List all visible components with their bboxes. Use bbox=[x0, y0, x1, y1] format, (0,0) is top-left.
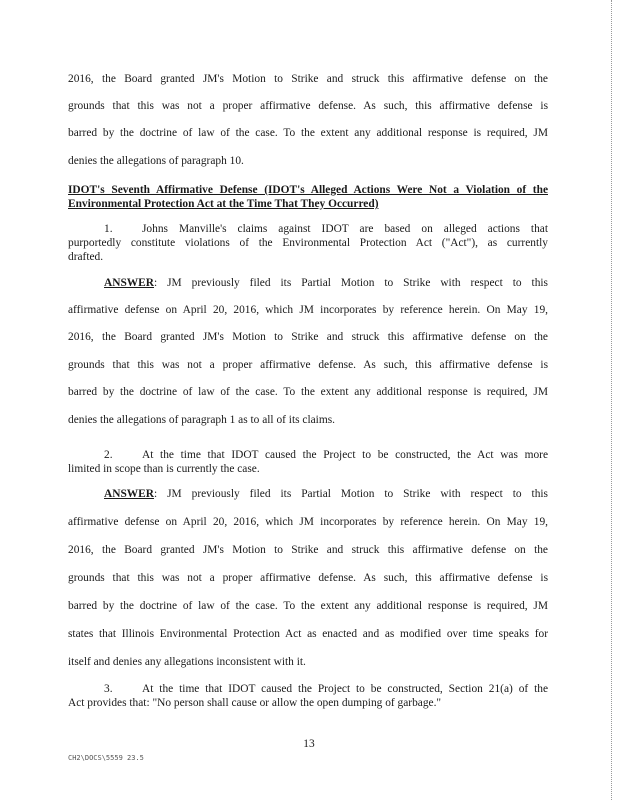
document-id: CH2\DOCS\5559 23.5 bbox=[68, 754, 144, 762]
paragraph-number: 3. bbox=[104, 683, 113, 695]
paragraph-text: At the time that IDOT caused the Project to be constructed, Section 21(a) of the bbox=[142, 683, 548, 695]
paragraph-line: limited in scope than is currently the case. bbox=[68, 463, 260, 475]
paragraph-text: At the time that IDOT caused the Project to be constructed, the Act was more bbox=[142, 449, 548, 461]
margin-scan-line bbox=[611, 0, 612, 800]
answer-line: barred by the doctrine of law of the case. To the extent any additional response is required, JM bbox=[68, 386, 548, 398]
answer-label: ANSWER bbox=[104, 277, 155, 289]
page-number: 13 bbox=[303, 738, 315, 750]
answer-line: denies the allegations of paragraph 1 as to all of its claims. bbox=[68, 414, 335, 426]
body-line: grounds that this was not a proper affirmative defense. As such, this affirmative defense is bbox=[68, 100, 548, 112]
section-heading: Environmental Protection Act at the Time That They Occurred) bbox=[68, 198, 379, 210]
answer-line: barred by the doctrine of law of the case. To the extent any additional response is required, JM bbox=[68, 600, 548, 612]
answer-line: grounds that this was not a proper affirmative defense. As such, this affirmative defense is bbox=[68, 572, 548, 584]
paragraph-line: purportedly constitute violations of the Environmental Protection Act ("Act"), as currently bbox=[68, 237, 548, 249]
answer-text: : JM previously filed its Partial Motion to Strike with respect to this bbox=[154, 488, 548, 500]
answer-label: ANSWER bbox=[104, 488, 155, 500]
paragraph-text: Johns Manville's claims against IDOT are based on alleged actions that bbox=[142, 223, 548, 235]
body-line: barred by the doctrine of law of the case. To the extent any additional response is required, JM bbox=[68, 127, 548, 139]
paragraph-line: Act provides that: "No person shall cause or allow the open dumping of garbage." bbox=[68, 697, 442, 709]
answer-line: states that Illinois Environmental Protection Act as enacted and as modified over time speaks for bbox=[68, 628, 548, 640]
paragraph-number: 2. bbox=[104, 449, 113, 461]
answer-line bbox=[104, 489, 548, 500]
paragraph-line bbox=[104, 224, 548, 235]
answer-line: itself and denies any allegations inconsistent with it. bbox=[68, 656, 306, 668]
answer-line bbox=[104, 278, 548, 289]
answer-line: 2016, the Board granted JM's Motion to Strike and struck this affirmative defense on the bbox=[68, 331, 548, 343]
section-heading: IDOT's Seventh Affirmative Defense (IDOT's Alleged Actions Were Not a Violation of the bbox=[68, 184, 548, 196]
answer-text: : JM previously filed its Partial Motion to Strike with respect to this bbox=[154, 277, 548, 289]
answer-line: affirmative defense on April 20, 2016, which JM incorporates by reference herein. On May 19, bbox=[68, 516, 548, 528]
body-line: denies the allegations of paragraph 10. bbox=[68, 155, 244, 167]
answer-line: grounds that this was not a proper affirmative defense. As such, this affirmative defense is bbox=[68, 359, 548, 371]
paragraph-line: drafted. bbox=[68, 251, 104, 263]
paragraph-number: 1. bbox=[104, 223, 113, 235]
answer-line: affirmative defense on April 20, 2016, which JM incorporates by reference herein. On May 19, bbox=[68, 304, 548, 316]
body-line: 2016, the Board granted JM's Motion to Strike and struck this affirmative defense on the bbox=[68, 73, 548, 85]
paragraph-line bbox=[104, 450, 548, 461]
paragraph-line bbox=[104, 684, 548, 695]
answer-line: 2016, the Board granted JM's Motion to Strike and struck this affirmative defense on the bbox=[68, 544, 548, 556]
